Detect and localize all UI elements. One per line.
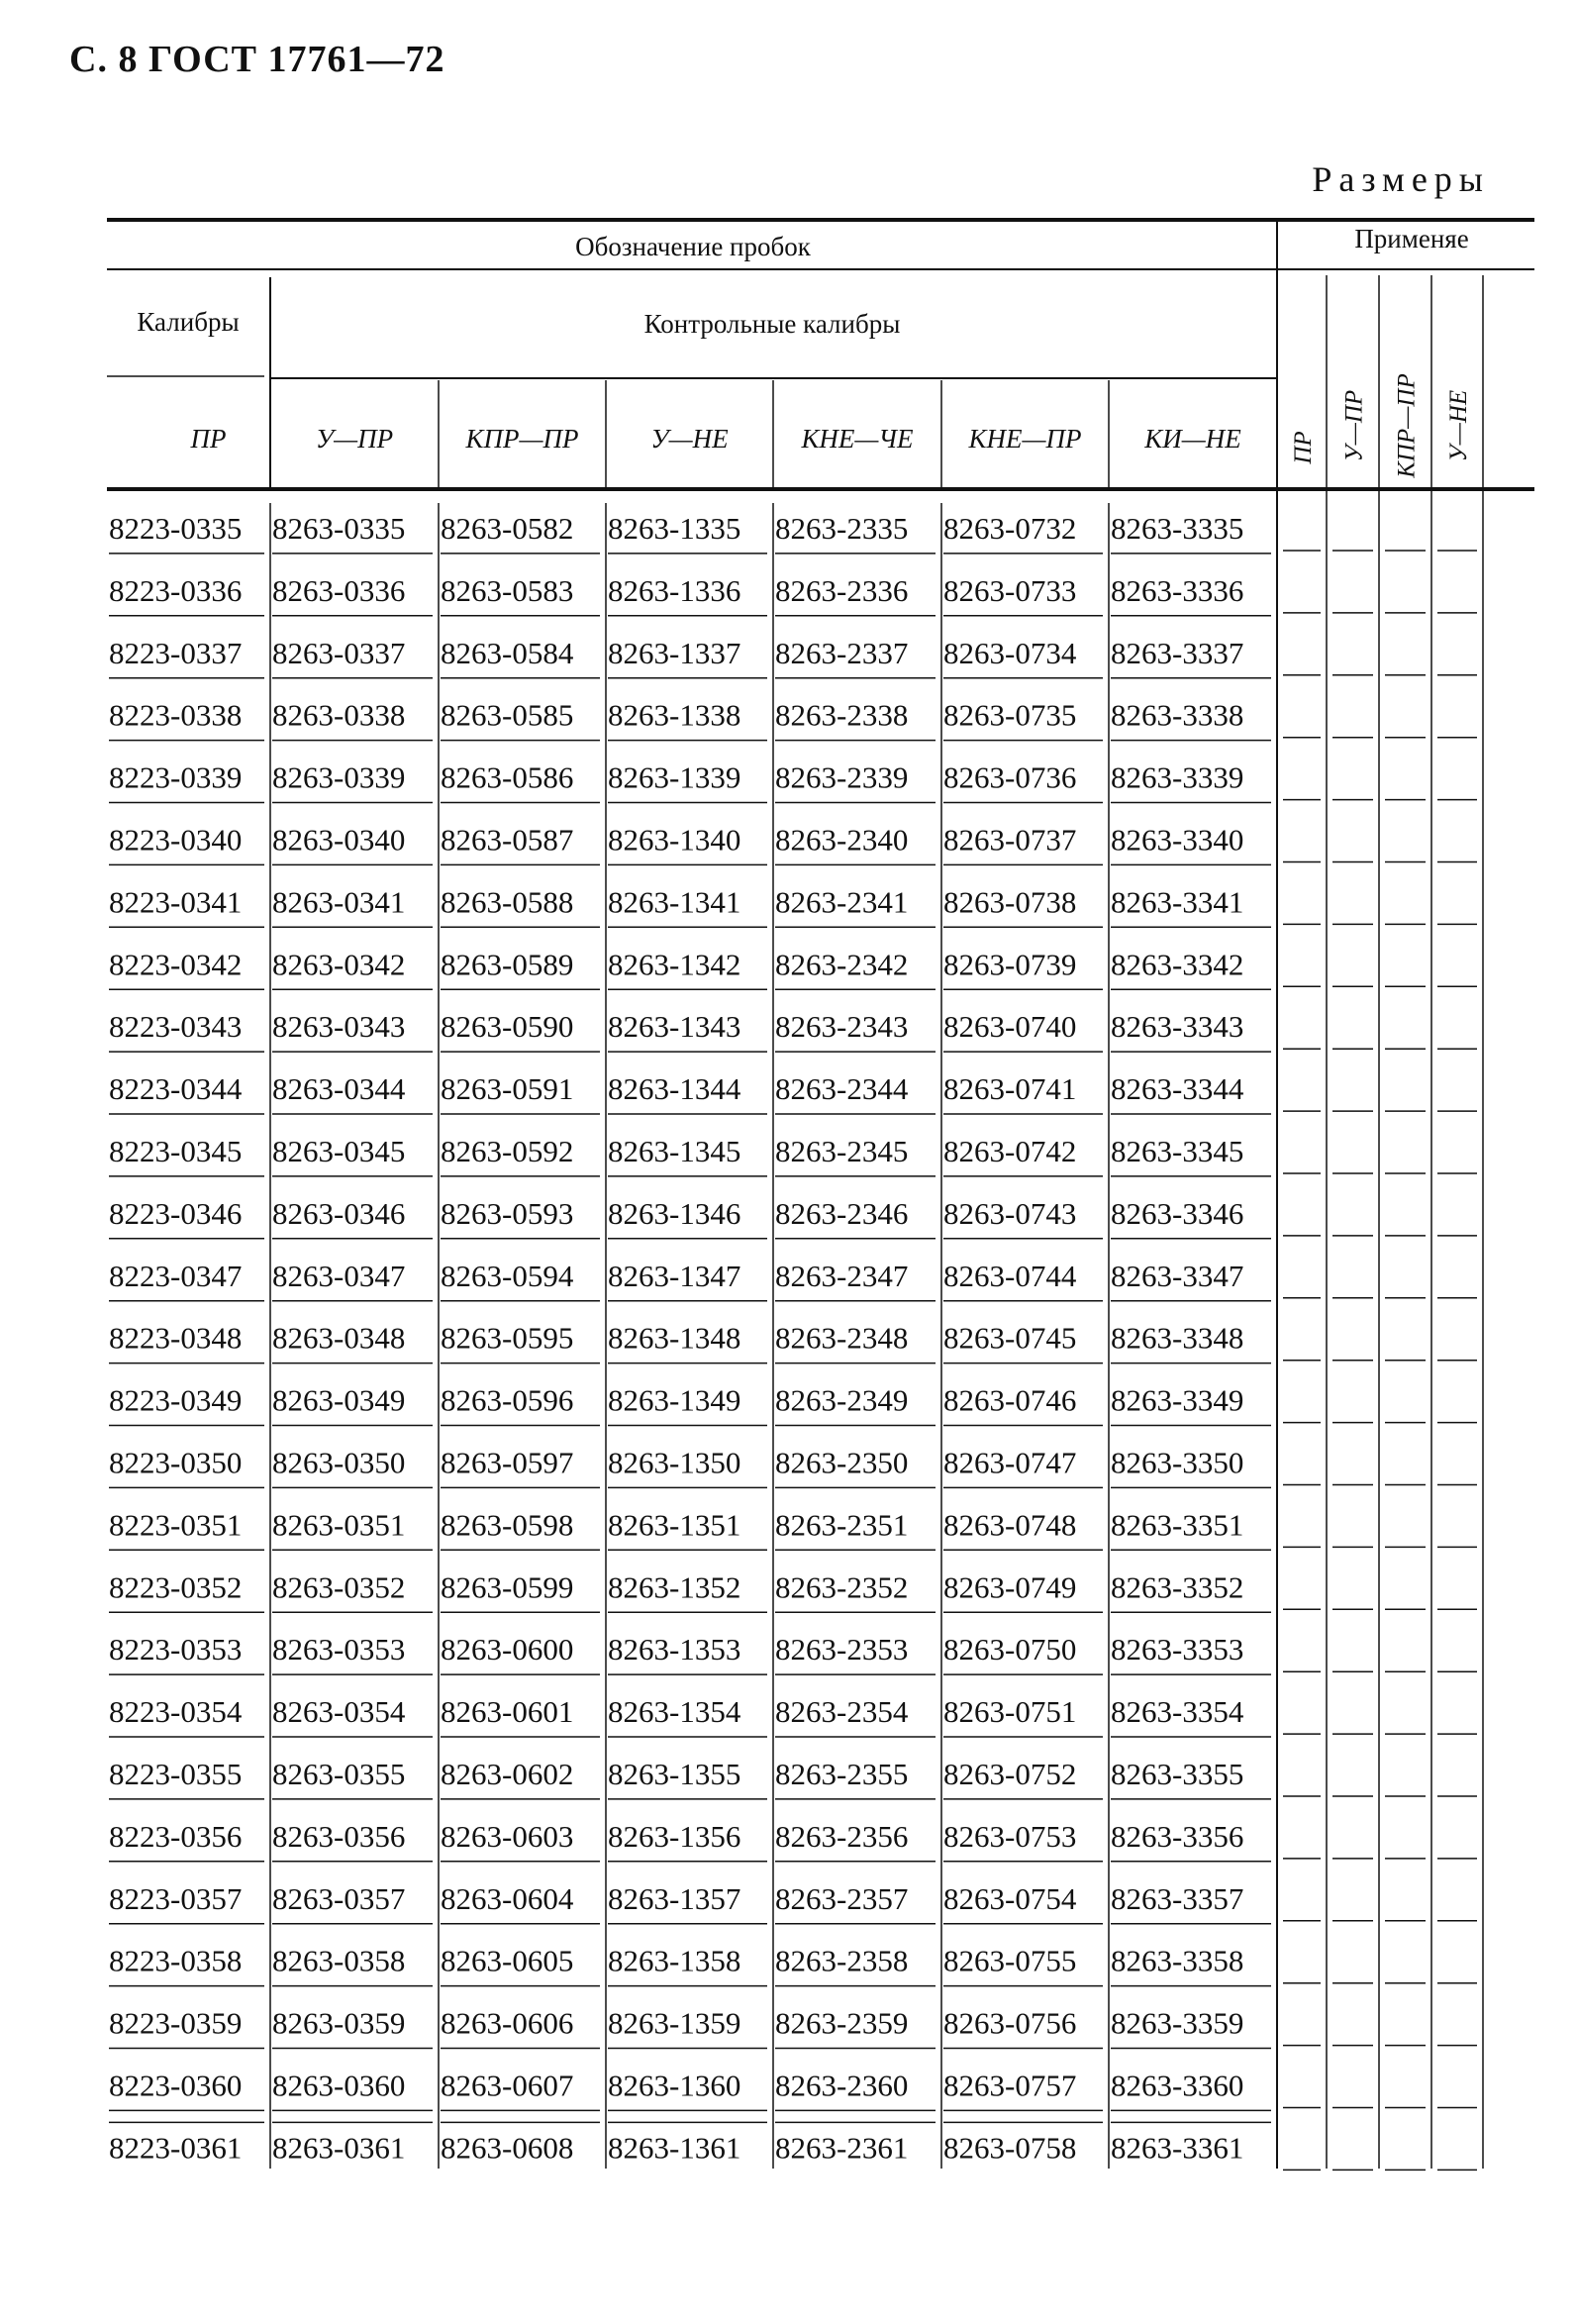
table-cell: 8263-2337 — [775, 635, 909, 670]
table-cell: 8263-1348 — [608, 1320, 741, 1356]
table-cell: 8263-2358 — [775, 1943, 909, 1978]
table-cell: 8263-1350 — [608, 1445, 741, 1480]
table-cell: 8263-1342 — [608, 947, 741, 982]
table-cell: 8263-0746 — [943, 1382, 1077, 1418]
table-cell: 8263-0605 — [441, 1943, 574, 1978]
table-cell: 8263-1340 — [608, 822, 741, 858]
apply-column-header: У—ПР — [1340, 389, 1368, 462]
table-cell: 8263-0353 — [272, 1632, 406, 1667]
column-header: КИ—НЕ — [1144, 424, 1241, 454]
table-cell: 8263-0339 — [272, 759, 406, 795]
table-cell: 8263-3354 — [1111, 1694, 1244, 1730]
table-cell: 8263-0738 — [943, 884, 1077, 920]
table-cell: 8263-3342 — [1111, 947, 1244, 982]
table-cell: 8263-0752 — [943, 1757, 1077, 1791]
table-cell: 8263-1358 — [608, 1943, 741, 1978]
apply-header: Применяе — [1354, 224, 1469, 253]
table-cell: 8263-0588 — [441, 884, 574, 920]
table-cell: 8263-1359 — [608, 2005, 741, 2041]
table-cell: 8263-1346 — [608, 1195, 741, 1231]
column-header: КНЕ—ЧЕ — [801, 424, 914, 454]
table-caption: Размеры — [1312, 159, 1490, 199]
table-cell: 8223-0354 — [109, 1694, 243, 1730]
table-cell: 8263-1339 — [608, 759, 741, 795]
table-cell: 8263-3360 — [1111, 2068, 1244, 2103]
table-cell: 8263-2349 — [775, 1382, 909, 1418]
table-cell: 8263-0335 — [272, 511, 406, 546]
table-cell: 8263-0343 — [272, 1009, 406, 1045]
table-cell: 8223-0344 — [109, 1071, 243, 1107]
table-cell: 8263-0756 — [943, 2005, 1077, 2041]
table-cell: 8263-0735 — [943, 697, 1077, 733]
table-cell: 8263-1360 — [608, 2068, 741, 2103]
table-cell: 8263-3348 — [1111, 1320, 1244, 1356]
table-cell: 8263-1341 — [608, 884, 741, 920]
table-cell: 8263-1356 — [608, 1818, 741, 1854]
kalibry-header: Калибры — [137, 307, 240, 337]
table-cell: 8263-0356 — [272, 1818, 406, 1854]
table-cell: 8263-3358 — [1111, 1943, 1244, 1978]
table-cell: 8223-0353 — [109, 1632, 243, 1667]
table-cell: 8263-1344 — [608, 1071, 741, 1107]
table-cell: 8223-0342 — [109, 947, 243, 982]
table-cell: 8263-0340 — [272, 822, 406, 858]
table-cell: 8263-0350 — [272, 1445, 406, 1480]
table-cell: 8223-0352 — [109, 1569, 243, 1605]
table-cell: 8263-2341 — [775, 884, 909, 920]
column-header: КНЕ—ПР — [968, 424, 1082, 454]
table-cell: 8263-2357 — [775, 1880, 909, 1916]
table-cell: 8263-2347 — [775, 1258, 909, 1293]
table-cell: 8263-0338 — [272, 697, 406, 733]
table-cell: 8263-0349 — [272, 1382, 406, 1418]
table-cell: 8263-0734 — [943, 635, 1077, 670]
table-cell: 8263-0591 — [441, 1071, 574, 1107]
table-cell: 8263-0604 — [441, 1880, 574, 1916]
table-cell: 8263-1353 — [608, 1632, 741, 1667]
table-cell: 8263-0360 — [272, 2068, 406, 2103]
table-cell: 8263-2338 — [775, 697, 909, 733]
table-cell: 8263-2336 — [775, 572, 909, 608]
table-cell: 8223-0339 — [109, 759, 243, 795]
table-cell: 8263-2361 — [775, 2130, 909, 2166]
table-cell: 8263-2355 — [775, 1757, 909, 1791]
table-cell: 8263-0592 — [441, 1134, 574, 1168]
table-cell: 8263-3346 — [1111, 1195, 1244, 1231]
table-cell: 8263-0754 — [943, 1880, 1077, 1916]
table-cell: 8263-0355 — [272, 1757, 406, 1791]
table-cell: 8263-0585 — [441, 697, 574, 733]
table-cell: 8263-0732 — [943, 511, 1077, 546]
table-cell: 8223-0341 — [109, 884, 243, 920]
page-header: С. 8 ГОСТ 17761—72 — [69, 39, 445, 80]
table-cell: 8263-0346 — [272, 1195, 406, 1231]
table-cell: 8263-2345 — [775, 1134, 909, 1168]
table-cell: 8263-1337 — [608, 635, 741, 670]
table-cell: 8263-3353 — [1111, 1632, 1244, 1667]
table-cell: 8263-3338 — [1111, 697, 1244, 733]
table-cell: 8263-2353 — [775, 1632, 909, 1667]
table-cell: 8263-2348 — [775, 1320, 909, 1356]
table-cell: 8263-0352 — [272, 1569, 406, 1605]
table-cell: 8263-3355 — [1111, 1757, 1244, 1791]
table-cell: 8263-0593 — [441, 1195, 574, 1231]
table-cell: 8263-3352 — [1111, 1569, 1244, 1605]
table-cell: 8263-0599 — [441, 1569, 574, 1605]
table-cell: 8263-0608 — [441, 2130, 574, 2166]
table-cell: 8263-0736 — [943, 759, 1077, 795]
table-cell: 8263-3345 — [1111, 1134, 1244, 1168]
control-header: Контрольные калибры — [643, 309, 901, 339]
table-cell: 8263-2351 — [775, 1507, 909, 1543]
table-cell: 8263-3343 — [1111, 1009, 1244, 1045]
table-cell: 8263-2360 — [775, 2068, 909, 2103]
table-text — [109, 224, 1472, 2165]
table-cell: 8263-0337 — [272, 635, 406, 670]
table-cell: 8263-2344 — [775, 1071, 909, 1107]
apply-column-header: ПР — [1290, 431, 1317, 464]
table-cell: 8263-2356 — [775, 1818, 909, 1854]
table-cell: 8263-2335 — [775, 511, 909, 546]
table-cell: 8223-0356 — [109, 1818, 243, 1854]
column-header: ПР — [190, 424, 227, 454]
table-cell: 8263-0733 — [943, 572, 1077, 608]
table-cell: 8223-0347 — [109, 1258, 243, 1293]
table-cell: 8223-0337 — [109, 635, 243, 670]
table-cell: 8263-3357 — [1111, 1880, 1244, 1916]
table-cell: 8223-0338 — [109, 697, 243, 733]
table-cell: 8263-0344 — [272, 1071, 406, 1107]
table-cell: 8263-3356 — [1111, 1818, 1244, 1854]
table-cell: 8263-0750 — [943, 1632, 1077, 1667]
table-cell: 8263-0603 — [441, 1818, 574, 1854]
table-cell: 8263-0351 — [272, 1507, 406, 1543]
table-cell: 8263-0753 — [943, 1818, 1077, 1854]
table-cell: 8263-0583 — [441, 572, 574, 608]
table-cell: 8263-0596 — [441, 1382, 574, 1418]
table-cell: 8263-1347 — [608, 1258, 741, 1293]
table-cell: 8263-0354 — [272, 1694, 406, 1730]
table-cell: 8263-3349 — [1111, 1382, 1244, 1418]
table-cell: 8263-0342 — [272, 947, 406, 982]
table-cell: 8223-0349 — [109, 1382, 243, 1418]
table-cell: 8263-1357 — [608, 1880, 741, 1916]
table-cell: 8263-0606 — [441, 2005, 574, 2041]
table-cell: 8263-2354 — [775, 1694, 909, 1730]
table-cell: 8263-0582 — [441, 511, 574, 546]
table-cell: 8263-0739 — [943, 947, 1077, 982]
table-cell: 8223-0351 — [109, 1507, 243, 1543]
table-cell: 8263-3359 — [1111, 2005, 1244, 2041]
table-cell: 8223-0361 — [109, 2130, 243, 2166]
table-cell: 8263-2352 — [775, 1569, 909, 1605]
table-cell: 8263-3339 — [1111, 759, 1244, 795]
table-cell: 8263-0584 — [441, 635, 574, 670]
table-cell: 8263-1354 — [608, 1694, 741, 1730]
table-cell: 8263-0755 — [943, 1943, 1077, 1978]
table-cell: 8263-0336 — [272, 572, 406, 608]
table-cell: 8263-0595 — [441, 1320, 574, 1356]
table-cell: 8263-0741 — [943, 1071, 1077, 1107]
table-cell: 8223-0357 — [109, 1880, 243, 1916]
table-cell: 8263-3344 — [1111, 1071, 1244, 1107]
table-cell: 8263-1345 — [608, 1134, 741, 1168]
table-cell: 8263-0748 — [943, 1507, 1077, 1543]
table-cell: 8263-2339 — [775, 759, 909, 795]
table-cell: 8223-0335 — [109, 511, 243, 546]
table-cell: 8263-1336 — [608, 572, 741, 608]
table-cell: 8263-3351 — [1111, 1507, 1244, 1543]
table-cell: 8263-0607 — [441, 2068, 574, 2103]
table-cell: 8263-1349 — [608, 1382, 741, 1418]
table-cell: 8263-3337 — [1111, 635, 1244, 670]
table-cell: 8263-0751 — [943, 1694, 1077, 1730]
table-cell: 8263-0597 — [441, 1445, 574, 1480]
table-cell: 8223-0359 — [109, 2005, 243, 2041]
table-cell: 8263-3350 — [1111, 1445, 1244, 1480]
table-cell: 8223-0358 — [109, 1943, 243, 1978]
table-cell: 8263-1355 — [608, 1757, 741, 1791]
table-cell: 8263-3347 — [1111, 1258, 1244, 1293]
table-cell: 8223-0340 — [109, 822, 243, 858]
table-cell: 8263-0747 — [943, 1445, 1077, 1480]
table-cell: 8223-0336 — [109, 572, 243, 608]
table-cell: 8223-0346 — [109, 1195, 243, 1231]
table-cell: 8263-0347 — [272, 1258, 406, 1293]
table-cell: 8263-0600 — [441, 1632, 574, 1667]
table-cell: 8263-0345 — [272, 1134, 406, 1168]
table-cell: 8263-0341 — [272, 884, 406, 920]
table-cell: 8263-0590 — [441, 1009, 574, 1045]
apply-column-header: У—НЕ — [1445, 389, 1472, 462]
table-cell: 8263-0744 — [943, 1258, 1077, 1293]
table-cell: 8263-0737 — [943, 822, 1077, 858]
column-header: КПР—ПР — [465, 424, 579, 454]
table-cell: 8263-0742 — [943, 1134, 1077, 1168]
table-cell: 8263-3340 — [1111, 822, 1244, 858]
group-header: Обозначение пробок — [575, 232, 811, 261]
table-cell: 8263-0758 — [943, 2130, 1077, 2166]
table-cell: 8223-0360 — [109, 2068, 243, 2103]
table-cell: 8263-0587 — [441, 822, 574, 858]
table-cell: 8263-0589 — [441, 947, 574, 982]
table-cell: 8263-0358 — [272, 1943, 406, 1978]
table-cell: 8263-2350 — [775, 1445, 909, 1480]
table-cell: 8263-2359 — [775, 2005, 909, 2041]
table-cell: 8263-3361 — [1111, 2130, 1244, 2166]
table-cell: 8263-2340 — [775, 822, 909, 858]
table-cell: 8263-1335 — [608, 511, 741, 546]
table-cell: 8263-2343 — [775, 1009, 909, 1045]
table-cell: 8263-0745 — [943, 1320, 1077, 1356]
table-cell: 8263-1343 — [608, 1009, 741, 1045]
table-cell: 8263-1352 — [608, 1569, 741, 1605]
column-header: У—НЕ — [650, 424, 729, 454]
table-cell: 8223-0350 — [109, 1445, 243, 1480]
table-cell: 8263-0602 — [441, 1757, 574, 1791]
table-cell: 8263-0757 — [943, 2068, 1077, 2103]
table-cell: 8263-0740 — [943, 1009, 1077, 1045]
table-cell: 8263-0601 — [441, 1694, 574, 1730]
table-cell: 8263-0743 — [943, 1195, 1077, 1231]
table-cell: 8263-3335 — [1111, 511, 1244, 546]
table-cell: 8263-2346 — [775, 1195, 909, 1231]
column-header: У—ПР — [315, 424, 394, 454]
table-cell: 8263-0357 — [272, 1880, 406, 1916]
table-cell: 8263-0749 — [943, 1569, 1077, 1605]
table-cell: 8263-0359 — [272, 2005, 406, 2041]
table-cell: 8263-1338 — [608, 697, 741, 733]
table-cell: 8263-0586 — [441, 759, 574, 795]
table-cell: 8263-2342 — [775, 947, 909, 982]
apply-column-header: КПР—ПР — [1393, 373, 1421, 478]
table-cell: 8263-1361 — [608, 2130, 741, 2166]
table-cell: 8263-3336 — [1111, 572, 1244, 608]
table-cell: 8263-0594 — [441, 1258, 574, 1293]
table-cell: 8223-0355 — [109, 1757, 243, 1791]
table-cell: 8223-0345 — [109, 1134, 243, 1168]
table-cell: 8263-0598 — [441, 1507, 574, 1543]
table-cell: 8263-0348 — [272, 1320, 406, 1356]
table-cell: 8263-1351 — [608, 1507, 741, 1543]
table-cell: 8223-0343 — [109, 1009, 243, 1045]
table-cell: 8223-0348 — [109, 1320, 243, 1356]
table-cell: 8263-3341 — [1111, 884, 1244, 920]
table-cell: 8263-0361 — [272, 2130, 406, 2166]
